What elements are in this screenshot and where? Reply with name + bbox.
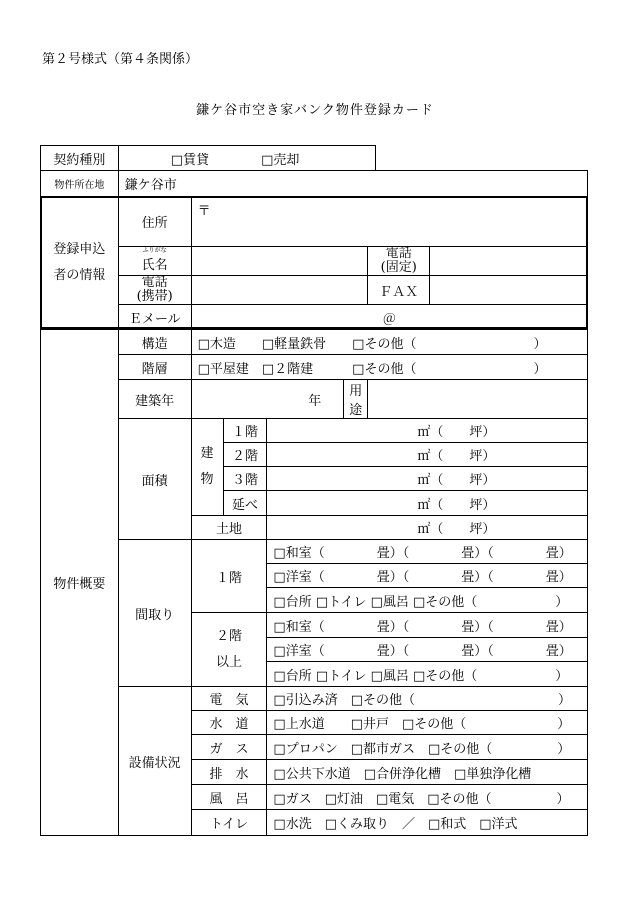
layout-label: 間取り xyxy=(118,540,191,687)
layout-floor2-washitsu[interactable]: □和室（ 畳）（ 畳）（ 畳） xyxy=(267,613,588,638)
phone-fixed-field[interactable] xyxy=(430,247,588,276)
layout-floor1-other[interactable]: □台所 □トイレ □風呂 □その他（ ） xyxy=(267,588,588,613)
structure-options[interactable]: □木造 □軽量鉄骨 □その他（ ） xyxy=(191,330,587,355)
built-year-field[interactable]: 年 xyxy=(191,380,344,419)
checkbox-rent[interactable]: □賃貸 xyxy=(170,152,210,168)
facility-options-bath[interactable]: □ガス □灯油 □電気 □その他（ ） xyxy=(267,785,588,810)
facility-options-water[interactable]: □上水道 □井戸 □その他（ ） xyxy=(267,711,588,735)
area-field-land[interactable]: ㎡（ 坪） xyxy=(267,516,588,540)
building-label: 建 物 xyxy=(191,419,223,516)
area-field-floor3[interactable]: ㎡（ 坪） xyxy=(267,467,588,491)
layout-floor1-washitsu[interactable]: □和室（ 畳）（ 畳）（ 畳） xyxy=(267,540,588,564)
email-field[interactable] xyxy=(191,305,587,330)
layout-floor1-youshitsu[interactable]: □洋室（ 畳）（ 畳）（ 畳） xyxy=(267,564,588,588)
main-table xyxy=(40,170,588,836)
floors-label: 階層 xyxy=(118,355,191,380)
facility-label-electricity: 電 気 xyxy=(191,687,267,711)
phone-mobile-label: 電話 (携帯) xyxy=(118,276,191,305)
contract-table xyxy=(40,145,376,171)
area-field-floor2[interactable]: ㎡（ 坪） xyxy=(267,443,588,467)
phone-mobile-field[interactable] xyxy=(191,276,368,305)
area-field-floor1[interactable]: ㎡（ 坪） xyxy=(267,419,588,443)
address-field[interactable] xyxy=(191,197,587,247)
structure-label: 構造 xyxy=(118,330,191,355)
facility-options-drainage[interactable]: □公共下水道 □合併浄化槽 □単独浄化槽 xyxy=(267,760,588,785)
property-section-label: 物件概要 xyxy=(41,330,119,836)
checkbox-sale[interactable]: □売却 xyxy=(261,152,300,168)
postal-mark: 〒 xyxy=(197,204,211,219)
land-label: 土地 xyxy=(191,516,267,540)
layout-floor1-label: １階 xyxy=(191,540,267,613)
layout-floor2-other[interactable]: □台所 □トイレ □風呂 □その他（ ） xyxy=(267,662,588,687)
floors-options[interactable]: □平屋建 □２階建 □その他（ ） xyxy=(191,355,587,380)
built-year-label: 建築年 xyxy=(118,380,191,419)
area-row-label: 延べ xyxy=(223,491,267,516)
facility-label-bath: 風 呂 xyxy=(191,785,267,810)
area-label: 面積 xyxy=(118,419,191,540)
facility-options-gas[interactable]: □プロパン □都市ガス □その他（ ） xyxy=(267,735,588,760)
location-label: 物件所在地 xyxy=(41,171,119,197)
facility-label-drainage: 排 水 xyxy=(191,760,267,785)
facilities-label: 設備状況 xyxy=(118,687,191,836)
furigana-label: ふりがな xyxy=(142,247,167,254)
facility-label-water: 水 道 xyxy=(191,711,267,735)
phone-fixed-label: 電話 (固定) xyxy=(368,247,430,276)
contract-type-label: 契約種別 xyxy=(41,146,119,171)
address-label: 住所 xyxy=(118,197,191,247)
fax-label: ＦＡＸ xyxy=(368,276,430,305)
area-row-label: ３階 xyxy=(223,467,267,491)
page-title: 鎌ケ谷市空き家バンク物件登録カード xyxy=(196,103,434,118)
email-label: Ｅメール xyxy=(118,305,191,330)
facility-options-toilet[interactable]: □水洗 □くみ取り ／ □和式 □洋式 xyxy=(267,810,588,836)
area-field-total[interactable]: ㎡（ 坪） xyxy=(267,491,588,516)
form-number: 第２号様式（第４条関係） xyxy=(42,52,199,67)
layout-floor2-youshitsu[interactable]: □洋室（ 畳）（ 畳）（ 畳） xyxy=(267,638,588,662)
name-field[interactable] xyxy=(191,247,368,276)
facility-options-electricity[interactable]: □引込み済 □その他（ ） xyxy=(267,687,588,711)
name-label: ふりがな 氏名 xyxy=(118,247,191,276)
facility-label-toilet: トイレ xyxy=(191,810,267,836)
area-row-label: ２階 xyxy=(223,443,267,467)
area-row-label: １階 xyxy=(223,419,267,443)
use-label: 用途 xyxy=(344,380,368,419)
fax-field[interactable] xyxy=(430,276,588,305)
contract-type-options[interactable] xyxy=(118,146,375,171)
facility-label-gas: ガ ス xyxy=(191,735,267,760)
location-field[interactable]: 鎌ケ谷市 xyxy=(118,171,587,197)
layout-floor2-label: ２階 以上 xyxy=(191,613,267,687)
applicant-section-label: 登録申込 者の情報 xyxy=(41,197,119,330)
use-field[interactable] xyxy=(368,380,588,419)
email-at-sign: ＠ xyxy=(382,311,396,327)
